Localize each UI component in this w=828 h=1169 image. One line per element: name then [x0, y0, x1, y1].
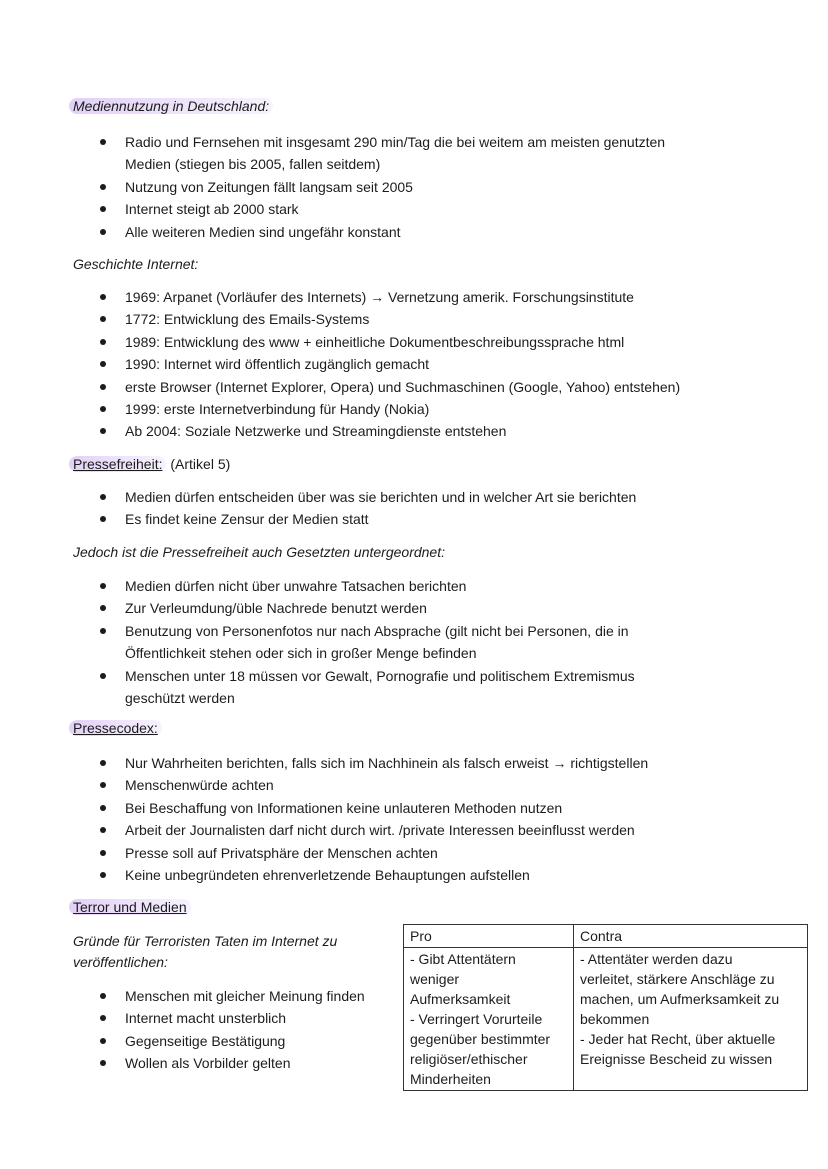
contra-line: verleitet, stärkere Anschläge zu [580, 971, 775, 987]
heading-pressecodex-text: Pressecodex: [69, 720, 162, 736]
bullet-icon [100, 673, 106, 679]
list-item: Nutzung von Zeitungen fällt langsam seit 2005 [97, 176, 665, 198]
list-item: Presse soll auf Privatsphäre der Menschen achten [97, 842, 648, 864]
terror-subtitle-line-2: veröffentlichen: [73, 954, 168, 970]
bullet-icon [100, 872, 106, 878]
bullet-icon [100, 184, 106, 190]
contra-line: - Attentäter werden dazu [580, 951, 733, 967]
pro-line: - Gibt Attentätern [410, 951, 516, 967]
pro-line: religiöser/ethischer [410, 1051, 528, 1067]
bullet-icon [100, 428, 106, 434]
list-item: Es findet keine Zensur der Medien statt [97, 508, 636, 530]
list-item: Medien dürfen entscheiden über was sie berichten und in welcher Art sie berichten [97, 486, 636, 508]
list-item: 1990: Internet wird öffentlich zugänglich gemacht [97, 353, 680, 375]
bullet-icon [100, 1015, 106, 1021]
bullet-icon [100, 1038, 106, 1044]
bullet-icon [100, 494, 106, 500]
heading-mediennutzung [73, 96, 273, 116]
table-header-row [404, 925, 808, 948]
list-item: Bei Beschaffung von Informationen keine unlauteren Methoden nutzen [97, 797, 648, 819]
list-geschichte [97, 286, 680, 443]
list-item: Arbeit der Journalisten darf nicht durch wirt. /private Interessen beeinflusst werden [97, 819, 648, 841]
list-item: Alle weiteren Medien sind ungefähr konstant [97, 221, 665, 243]
list-item: Menschenwürde achten [97, 774, 648, 796]
list-item: 1772: Entwicklung des Emails-Systems [97, 308, 680, 330]
contra-line: Ereignisse Bescheid zu wissen [580, 1051, 773, 1067]
list-item: Nur Wahrheiten berichten, falls sich im Nachhinein als falsch erweist → richtigstellen [97, 752, 648, 774]
bullet-icon [100, 316, 106, 322]
contra-header: Contra [574, 925, 808, 948]
heading-terror-text: Terror und Medien [69, 899, 191, 915]
bullet-icon [100, 605, 106, 611]
pro-contra-table [403, 924, 808, 1091]
bullet-icon [100, 206, 106, 212]
list-pressefreiheit [97, 486, 636, 531]
pro-line: Aufmerksamkeit [410, 991, 511, 1007]
list-item: Medien dürfen nicht über unwahre Tatsachen berichten [97, 575, 635, 597]
table-row [404, 948, 808, 1091]
contra-line: - Jeder hat Recht, über aktuelle [580, 1031, 776, 1047]
heading-pressefreiheit [73, 454, 230, 474]
heading-pressecodex [73, 718, 162, 738]
list-item-continuation: Medien (stiegen bis 2005, fallen seitdem) [125, 156, 381, 173]
bullet-icon [100, 139, 106, 145]
contra-cell [574, 948, 808, 1091]
list-item: Ab 2004: Soziale Netzwerke und Streamingdienste entstehen [97, 420, 680, 442]
heading-geschichte [73, 254, 198, 274]
bullet-icon [100, 384, 106, 390]
heading-jedoch-text: Jedoch ist die Pressefreiheit auch Gesetzten untergeordnet: [73, 544, 445, 560]
pro-line: - Verringert Vorurteile [410, 1011, 543, 1027]
list-item: Keine unbegründeten ehrenverletzende Behauptungen aufstellen [97, 864, 648, 886]
bullet-icon [100, 850, 106, 856]
list-terror [97, 985, 365, 1075]
heading-mediennutzung-text: Mediennutzung in Deutschland: [69, 98, 273, 114]
heading-geschichte-text: Geschichte Internet: [73, 256, 199, 272]
list-item-continuation: geschützt werden [125, 690, 235, 707]
bullet-icon [100, 760, 106, 766]
pro-header: Pro [404, 925, 574, 948]
bullet-icon [100, 339, 106, 345]
pro-line: Minderheiten [410, 1071, 491, 1087]
list-jedoch [97, 575, 635, 709]
list-pressecodex [97, 752, 648, 886]
bullet-icon [100, 1060, 106, 1066]
list-item: 1969: Arpanet (Vorläufer des Internets) → Vernetzung amerik. Forschungsinstitute [97, 286, 680, 308]
heading-pressefreiheit-text: Pressefreiheit: [69, 456, 166, 472]
list-item: Zur Verleumdung/üble Nachrede benutzt werden [97, 597, 635, 619]
list-item: Radio und Fernsehen mit insgesamt 290 min/Tag die bei weitem am meisten genutzten [97, 131, 665, 153]
heading-jedoch [73, 542, 445, 562]
list-item: erste Browser (Internet Explorer, Opera) und Suchmaschinen (Google, Yahoo) entstehen) [97, 376, 680, 398]
list-item: 1999: erste Internetverbindung für Handy (Nokia) [97, 398, 680, 420]
pro-cell [404, 948, 574, 1091]
bullet-icon [100, 583, 106, 589]
bullet-icon [100, 827, 106, 833]
bullet-icon [100, 294, 106, 300]
list-item: Gegenseitige Bestätigung [97, 1030, 365, 1052]
list-item: Wollen als Vorbilder gelten [97, 1052, 365, 1074]
bullet-icon [100, 229, 106, 235]
list-item: 1989: Entwicklung des www + einheitliche Dokumentbeschreibungssprache html [97, 331, 680, 353]
bullet-icon [100, 628, 106, 634]
bullet-icon [100, 805, 106, 811]
heading-terror [73, 897, 191, 917]
pro-line: weniger [410, 971, 460, 987]
heading-pressefreiheit-suffix: (Artikel 5) [166, 456, 231, 472]
contra-line: bekommen [580, 1011, 650, 1027]
list-item: Internet macht unsterblich [97, 1007, 365, 1029]
list-mediennutzung [97, 131, 665, 243]
terror-subtitle-line-1: Gründe für Terroristen Taten im Internet zu [73, 933, 338, 949]
contra-line: machen, um Aufmerksamkeit zu [580, 991, 780, 1007]
bullet-icon [100, 516, 106, 522]
bullet-icon [100, 406, 106, 412]
list-item: Menschen unter 18 müssen vor Gewalt, Pornografie und politischem Extremismus [97, 665, 635, 687]
list-item-continuation: Öffentlichkeit stehen oder sich in großer Menge befinden [125, 645, 477, 662]
bullet-icon [100, 782, 106, 788]
list-item: Menschen mit gleicher Meinung finden [97, 985, 365, 1007]
bullet-icon [100, 361, 106, 367]
pro-line: gegenüber bestimmter [410, 1031, 551, 1047]
bullet-icon [100, 993, 106, 999]
list-item: Benutzung von Personenfotos nur nach Absprache (gilt nicht bei Personen, die in [97, 620, 635, 642]
list-item: Internet steigt ab 2000 stark [97, 198, 665, 220]
